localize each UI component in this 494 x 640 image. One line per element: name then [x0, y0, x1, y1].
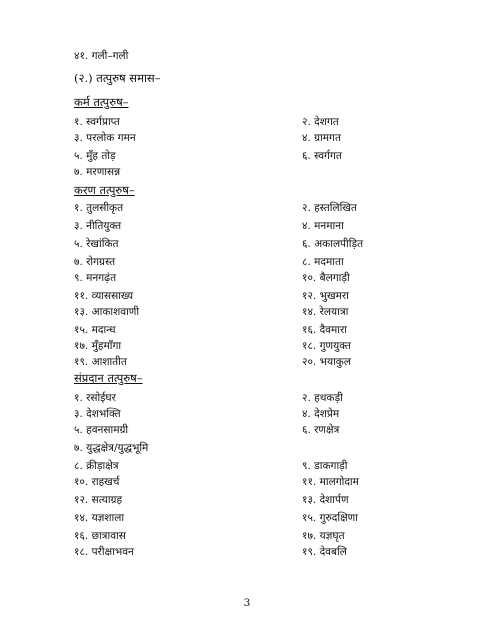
list-item: ११. मालगोदाम [302, 476, 359, 488]
list-item: ५. हवनसामग्री [74, 424, 129, 436]
list-item: १७. मुँहमाँगा [74, 340, 122, 352]
list-item: १०. राहखर्च [74, 476, 120, 488]
list-item: १४. रेलयात्रा [302, 306, 349, 318]
list-item: १६. दैवमारा [302, 324, 348, 336]
list-item-row [74, 356, 351, 368]
group-heading-karma: कर्म तत्पुरुष– [74, 95, 129, 109]
list-item: ४. देशप्रेम [302, 408, 340, 420]
list-item: १. रसोईघर [74, 392, 116, 404]
list-item: १२. भुखमरा [302, 290, 349, 302]
list-item: १५. मदान्ध [74, 324, 116, 336]
list-item: ९. डाकगाड़ी [302, 460, 348, 472]
list-item-row [74, 306, 349, 318]
list-item-row [74, 408, 340, 420]
list-item: १७. यज्ञघृत [302, 530, 345, 542]
list-item-row [74, 512, 358, 524]
list-item: १४. यज्ञशाला [74, 512, 125, 524]
list-item: ५. रेखांकित [74, 238, 119, 250]
list-item-row [74, 530, 345, 542]
page-number: 3 [243, 597, 251, 609]
list-item: ७. रोगग्रस्त [74, 256, 116, 268]
list-item: ६. रणक्षेत्र [302, 424, 340, 436]
list-item: १८. परीक्षाभवन [74, 546, 134, 558]
list-item: १३. देशार्पण [302, 494, 349, 506]
list-item-row [74, 392, 343, 404]
list-item: १. तुलसीकृत [74, 202, 124, 214]
list-item: १८. गुणयुक्त [302, 340, 351, 352]
list-item: १०. बैलगाड़ी [302, 272, 350, 284]
list-item-row [74, 290, 349, 302]
list-item-row [74, 460, 348, 472]
section-title: (२.) तत्पुरुष समास– [74, 71, 161, 85]
list-item-row [74, 476, 359, 488]
list-item: ७. मरणासन्न [74, 166, 121, 178]
group-heading-karan: करण तत्पुरुष– [74, 183, 135, 197]
list-item-row [74, 238, 364, 250]
list-item: ३. परलोक गमन [74, 132, 136, 144]
list-item: १९. देवबलि [302, 546, 347, 558]
list-item-row [74, 546, 347, 558]
list-item: ४. मनमाना [302, 220, 344, 232]
list-item-row [74, 494, 349, 506]
group-heading-sampradan: संप्रदान तत्पुरुष– [74, 371, 143, 385]
list-item-row [74, 324, 348, 336]
top-item: ४१. गली–गली [74, 50, 129, 62]
list-item: १५. गुरुदक्षिणा [302, 512, 358, 524]
list-item-row [74, 340, 351, 352]
list-item: २. हस्तलिखित [302, 202, 357, 214]
list-item-row [74, 272, 350, 284]
list-item-row [74, 256, 344, 268]
list-item: १२. सत्याग्रह [74, 494, 123, 506]
list-item-row [74, 202, 357, 214]
list-item: २. देशगत [302, 116, 339, 128]
list-item: ६. अकालपीड़ित [302, 238, 364, 250]
list-item: ८. मदमाता [302, 256, 344, 268]
list-item-row [74, 132, 341, 144]
list-item-row [74, 116, 339, 128]
list-item: ११. व्याससाख्य [74, 290, 134, 302]
list-item: ४. ग्रामगत [302, 132, 341, 144]
list-item-row [74, 442, 148, 454]
list-item: १३. आकाशवाणी [74, 306, 140, 318]
list-item: ३. देशभक्ति [74, 408, 121, 420]
list-item: १९. आशातीत [74, 356, 127, 368]
list-item: ८. क्रीड़ाक्षेत्र [74, 460, 119, 472]
list-item-row [74, 424, 340, 436]
list-item: १६. छात्रावास [74, 530, 126, 542]
list-item-row [74, 166, 120, 178]
list-item: ६. स्वर्गगत [302, 150, 342, 162]
list-item: १. स्वर्गप्राप्त [74, 116, 120, 128]
list-item-row [74, 150, 342, 162]
list-item: २. हथकड़ी [302, 392, 343, 404]
list-item: २०. भयाकुल [302, 356, 351, 368]
list-item: ३. नीतियुक्त [74, 220, 122, 232]
list-item-row [74, 220, 344, 232]
list-item: ७. युद्धक्षेत्र/युद्धभूमि [74, 442, 149, 454]
list-item: ९. मनगढ़ंत [74, 272, 117, 284]
list-item: ५. मुँह तोड़ [74, 150, 116, 162]
